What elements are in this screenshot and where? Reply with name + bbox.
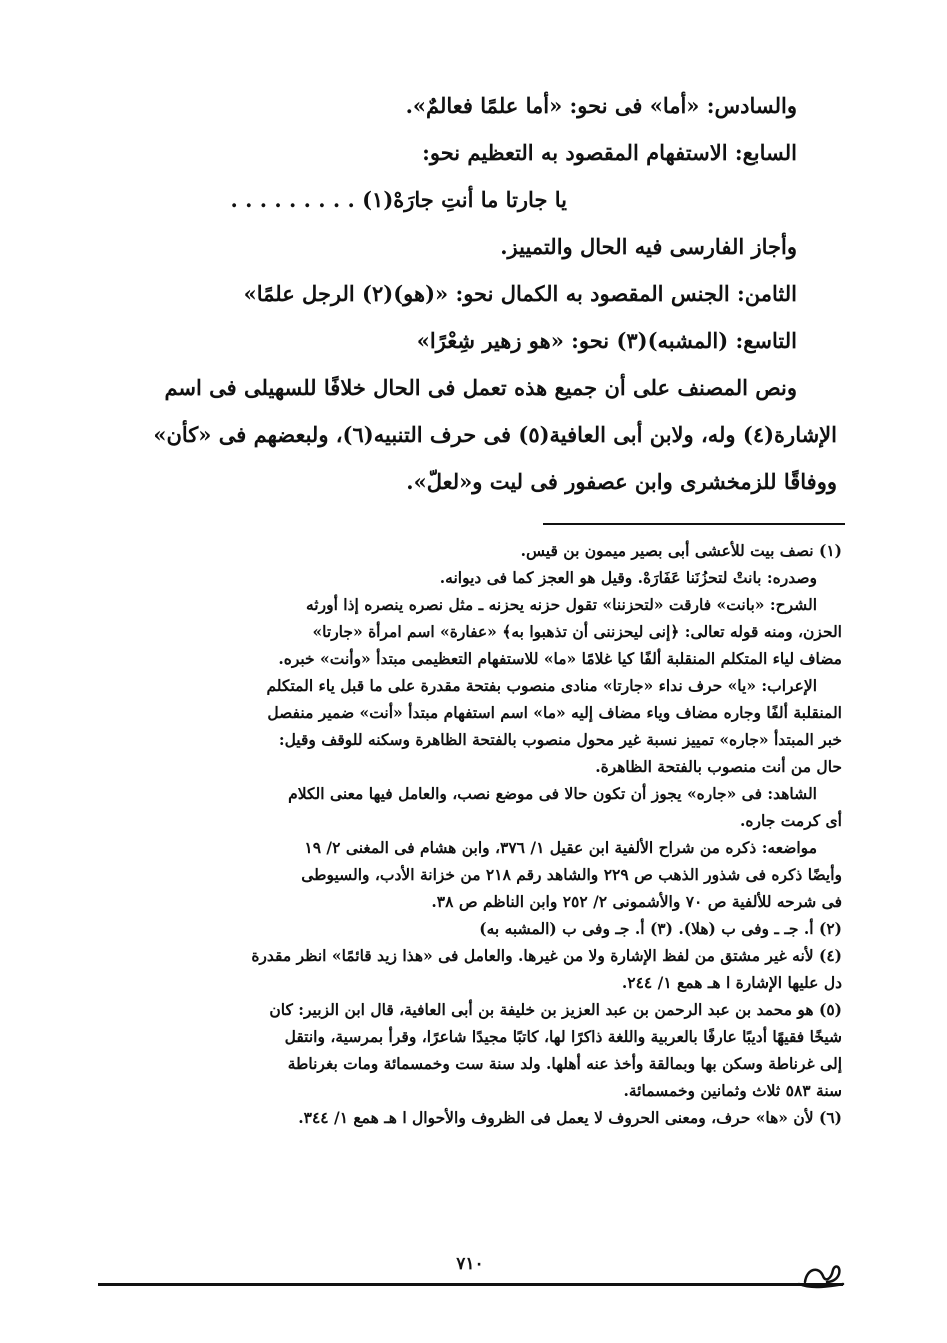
footnote-line: وأيضًا ذكره فى شذور الذهب ص ٢٢٩ والشاهد رقم ٢١٨ من خزانة الأدب، والسيوطى — [301, 865, 842, 884]
footnote-separator — [543, 523, 845, 525]
text-line: وأجاز الفارسى فيه الحال والتمييز. — [500, 234, 797, 259]
footnote-line: إلى غرناطة وسكن بها وبمالقة وأخذ عنه أهلها. ولد سنة ست وخمسمائة ومات بغرناطة — [287, 1054, 842, 1073]
footnote-line: (٤) لأنه غير مشتق من لفظ الإشارة ولا من غيرها. والعامل فى «هذا زيد قائمًا» انظر مقدرة — [251, 946, 842, 965]
handwritten-mark-icon — [795, 1258, 847, 1292]
footnote-line: سنة ٥٨٣ ثلاث وثمانين وخمسمائة. — [623, 1081, 842, 1100]
footnote-line: الشرح: «بانت» فارقت «لتحزننا» تقول حزنه يحزنه ـ مثل نصره ينصره إذا أورثه — [305, 595, 817, 614]
text-line: ووفاقًا للزمخشرى وابن عصفور فى ليت و«لعلّ». — [406, 469, 837, 494]
main-text — [100, 82, 837, 505]
footnote-line: وصدره: بانتْ لتحزُنَنا عَفَارَهْ. وقيل هو العجز كما فى ديوانه. — [439, 568, 817, 587]
footnote-line: (١) نصف بيت للأعشى أبى بصير ميمون بن قيس. — [520, 541, 842, 560]
bottom-rule — [98, 1283, 843, 1286]
text-line: التاسع: (المشبه)(٣) نحو: «هو زهير شِعْرًا» — [416, 328, 797, 353]
verse-line: يا جارتا ما أنتِ جارَهْ(١) . . . . . . . . . — [230, 187, 567, 212]
footnote-line: دل عليها الإشارة ا هـ همع ١/ ٢٤٤. — [621, 973, 842, 992]
footnote-line: (٢) أ. جـ ـ وفى ب (هلا). (٣) أ. جـ وفى ب (المشبه به) — [479, 919, 842, 938]
footnote-line: أى كرمت جاره. — [740, 811, 842, 830]
text-line: الإشارة(٤) وله، ولابن أبى العافية(٥) فى حرف التنبيه(٦)، ولبعضهم فى «كأن» — [153, 422, 837, 447]
footnote-line: مضاف لياء المتكلم المنقلبة ألفًا كيا غلامًا «ما» للاستفهام التعظيمى مبتدأ «وأنت» خبره. — [278, 649, 842, 668]
text-line: ونص المصنف على أن جميع هذه تعمل فى الحال خلافًا للسهيلى فى اسم — [164, 375, 797, 400]
page-number: ٧١٠ — [456, 1254, 484, 1274]
footnote-line: (٦) لأن «ها» حرف، ومعنى الحروف لا يعمل فى الظروف والأحوال ا هـ همع ١/ ٣٤٤. — [298, 1108, 842, 1127]
footnote-line: الحزن، ومنه قوله تعالى: ﴿إنى ليحزننى أن تذهبوا به﴾ «عفارة» اسم امرأة «جارتا» — [312, 622, 842, 641]
text-line: والسادس: «أما» فى نحو: «أما علمًا فعالمٌ». — [405, 93, 797, 118]
footnote-line: الشاهد: فى «جاره» يجوز أن تكون حالا فى موضع نصب، والعامل فيها معنى الكلام — [288, 784, 817, 803]
footnote-line: خبر المبتدأ «جاره» تمييز نسبة غير محول منصوب بالفتحة الظاهرة وسكنه للوقف وقيل: — [278, 730, 842, 749]
footnote-line: فى شرحه للألفية ص ٧٠ والأشمونى ٢/ ٢٥٢ وابن الناظم ص ٣٨. — [431, 892, 842, 911]
footnote-line: المنقلبة ألفًا وجاره مضاف وياء مضاف إليه «ما» اسم استفهام مبتدأ «أنت» ضمير منفصل — [267, 703, 842, 722]
footnote-line: حال من أنت منصوب بالفتحة الظاهرة. — [595, 757, 842, 776]
text-line: السابع: الاستفهام المقصود به التعظيم نحو: — [422, 140, 797, 165]
footnote-line: مواضعه: ذكره من شراح الألفية ابن عقيل ١/ ٣٧٦، وابن هشام فى المغنى ٢/ ١٩ — [304, 838, 817, 857]
footnote-line: الإعراب: «يا» حرف نداء «جارتا» منادى منصوب بفتحة مقدرة على ما قبل ياء المتكلم — [266, 676, 817, 695]
text-line: الثامن: الجنس المقصود به الكمال نحو: «(هو)(٢) الرجل علمًا» — [243, 281, 797, 306]
footnote-line: (٥) هو محمد بن عبد الرحمن بن عبد العزيز بن خليفة بن أبى العافية، قال ابن الزبير: كان — [269, 1000, 842, 1019]
footnote-line: شيخًا فقيهًا أديبًا عارفًا بالعربية واللغة ذاكرًا لها، كاتبًا مجيدًا شاعرًا، وقرأ بمرسية، وانتقل — [284, 1027, 842, 1046]
footnotes — [100, 537, 842, 1131]
